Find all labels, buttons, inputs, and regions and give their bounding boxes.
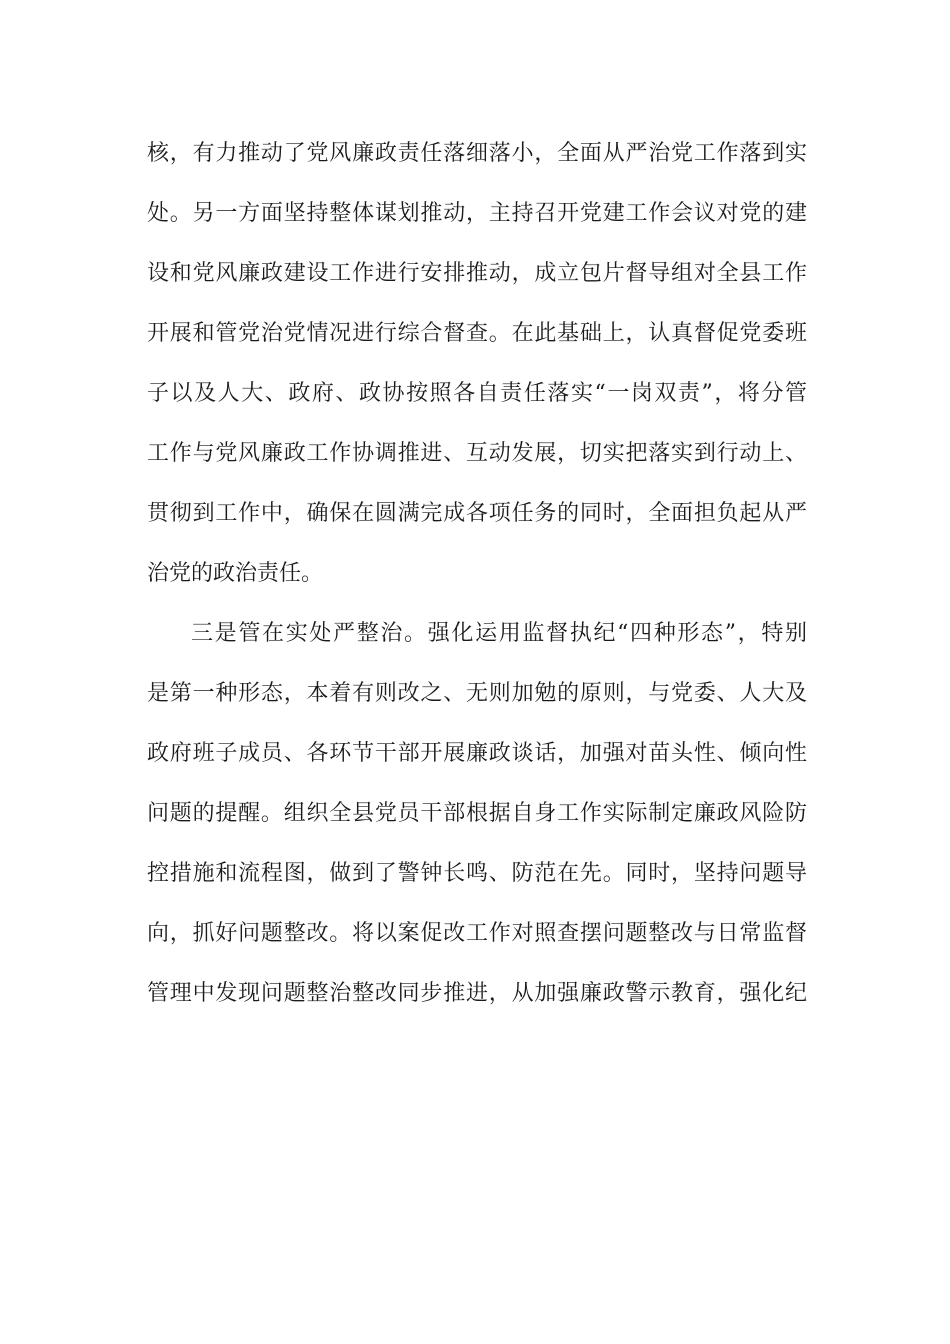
paragraph-line: 处。另一方面坚持整体谋划推动，主持召开党建工作会议对党的建: [147, 201, 807, 226]
paragraph-line: 开展和管党治党情况进行综合督查。在此基础上，认真督促党委班: [147, 321, 807, 346]
paragraph-1: [147, 124, 807, 604]
document-body: [147, 124, 807, 1024]
paragraph-line: 贯彻到工作中，确保在圆满完成各项任务的同时，全面担负起从严: [147, 501, 807, 526]
paragraph-line: 核，有力推动了党风廉政责任落细落小，全面从严治党工作落到实: [147, 141, 807, 166]
paragraph-line: 治党的政治责任。: [147, 561, 324, 586]
paragraph-line: 工作与党风廉政工作协调推进、互动发展，切实把落实到行动上、: [147, 441, 807, 466]
paragraph-line: 政府班子成员、各环节干部开展廉政谈话，加强对苗头性、倾向性: [147, 741, 807, 766]
paragraph-line: 管理中发现问题整治整改同步推进，从加强廉政警示教育，强化纪: [147, 981, 807, 1006]
paragraph-line: 问题的提醒。组织全县党员干部根据自身工作实际制定廉政风险防: [147, 801, 807, 826]
paragraph-line: 设和党风廉政建设工作进行安排推动，成立包片督导组对全县工作: [147, 261, 807, 286]
paragraph-line: 是第一种形态，本着有则改之、无则加勉的原则，与党委、人大及: [147, 681, 807, 706]
paragraph-line: 控措施和流程图，做到了警钟长鸣、防范在先。同时，坚持问题导: [147, 861, 807, 886]
paragraph-line: 三是管在实处严整治。强化运用监督执纪“四种形态”，特别: [191, 621, 807, 646]
paragraph-2: [147, 604, 807, 1024]
paragraph-line: 向，抓好问题整改。将以案促改工作对照查摆问题整改与日常监督: [147, 921, 807, 946]
paragraph-line: 子以及人大、政府、政协按照各自责任落实“一岗双责”，将分管: [147, 381, 807, 406]
